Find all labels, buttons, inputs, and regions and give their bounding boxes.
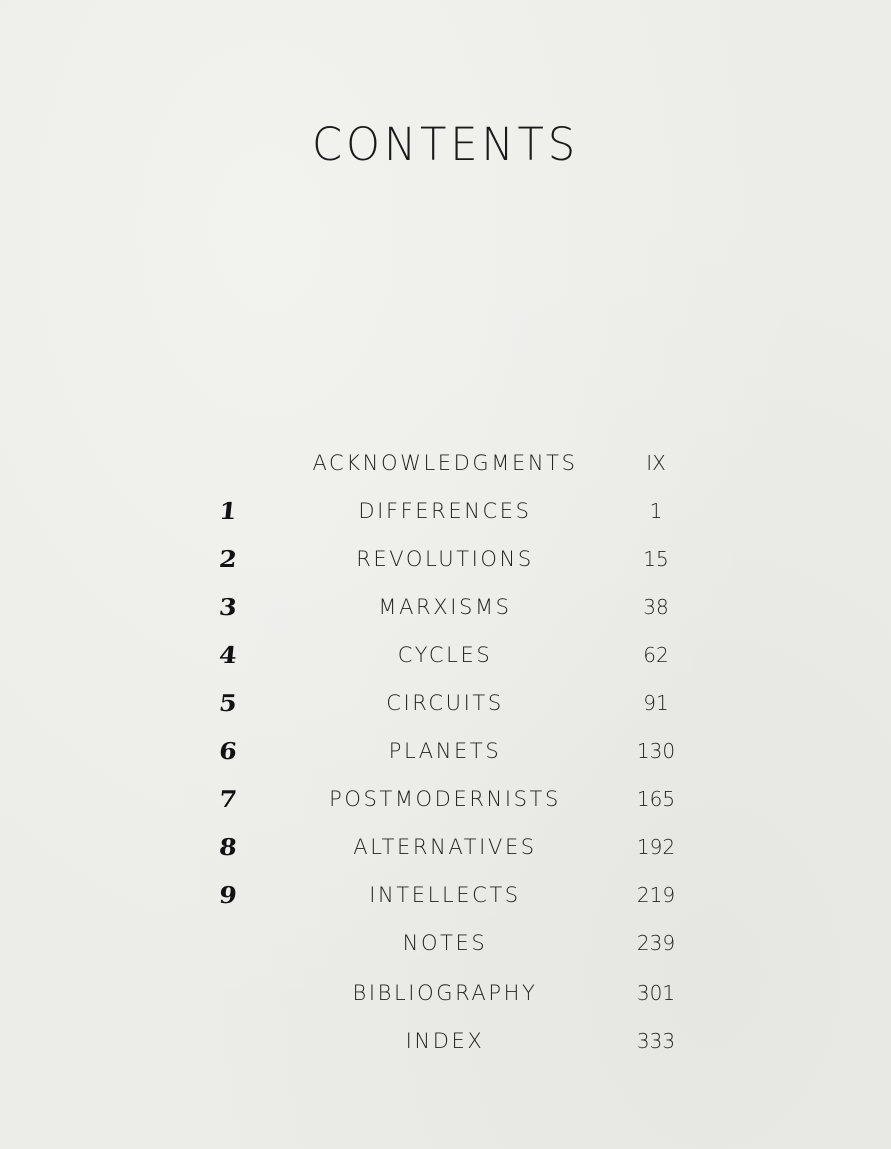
toc-entry-differences[interactable] bbox=[0, 490, 891, 530]
chapter-number: 2 bbox=[217, 546, 239, 573]
toc-entry-planets[interactable] bbox=[0, 730, 891, 770]
entry-page-number: 1 bbox=[649, 499, 663, 523]
toc-entry-index[interactable] bbox=[0, 1020, 891, 1060]
entry-title: INTELLECTS bbox=[369, 883, 521, 907]
toc-entry-notes[interactable] bbox=[0, 922, 891, 962]
page-title: CONTENTS bbox=[311, 118, 579, 171]
chapter-number: 8 bbox=[217, 834, 239, 861]
chapter-number: 5 bbox=[217, 690, 239, 717]
entry-title: CYCLES bbox=[397, 643, 493, 667]
entry-page-number: 62 bbox=[643, 643, 669, 667]
entry-page-number: 301 bbox=[636, 981, 676, 1005]
chapter-number: 7 bbox=[217, 786, 239, 813]
entry-page-number: 15 bbox=[643, 547, 669, 571]
entry-page-number: 333 bbox=[636, 1029, 676, 1053]
toc-entry-circuits[interactable] bbox=[0, 682, 891, 722]
toc-entry-revolutions[interactable] bbox=[0, 538, 891, 578]
entry-title: MARXISMS bbox=[378, 595, 512, 619]
entry-title: CIRCUITS bbox=[386, 691, 504, 715]
entry-title: REVOLUTIONS bbox=[356, 547, 534, 571]
chapter-number: 4 bbox=[217, 642, 239, 669]
toc-entry-bibliography[interactable] bbox=[0, 972, 891, 1012]
chapter-number: 9 bbox=[217, 882, 239, 909]
entry-title: NOTES bbox=[402, 931, 488, 955]
entry-page-number: 219 bbox=[636, 883, 676, 907]
entry-title: PLANETS bbox=[388, 739, 502, 763]
entry-page-number: 130 bbox=[636, 739, 676, 763]
entry-page-number: 192 bbox=[636, 835, 676, 859]
entry-title: ACKNOWLEDGMENTS bbox=[312, 451, 578, 475]
chapter-number: 6 bbox=[217, 738, 239, 765]
entry-title: DIFFERENCES bbox=[358, 499, 532, 523]
entry-page-number: IX bbox=[646, 451, 666, 475]
toc-entry-alternatives[interactable] bbox=[0, 826, 891, 866]
chapter-number: 3 bbox=[217, 594, 239, 621]
entry-page-number: 165 bbox=[636, 787, 676, 811]
chapter-number: 1 bbox=[217, 498, 239, 525]
entry-page-number: 38 bbox=[643, 595, 669, 619]
toc-entry-postmodernists[interactable] bbox=[0, 778, 891, 818]
toc-entry-acknowledgments[interactable] bbox=[0, 442, 891, 482]
toc-entry-marxisms[interactable] bbox=[0, 586, 891, 626]
entry-title: INDEX bbox=[405, 1029, 485, 1053]
entry-title: ALTERNATIVES bbox=[353, 835, 537, 859]
entry-page-number: 91 bbox=[643, 691, 669, 715]
entry-title: POSTMODERNISTS bbox=[329, 787, 561, 811]
toc-entry-intellects[interactable] bbox=[0, 874, 891, 914]
toc-entry-cycles[interactable] bbox=[0, 634, 891, 674]
entry-page-number: 239 bbox=[636, 931, 676, 955]
entry-title: BIBLIOGRAPHY bbox=[352, 981, 538, 1005]
